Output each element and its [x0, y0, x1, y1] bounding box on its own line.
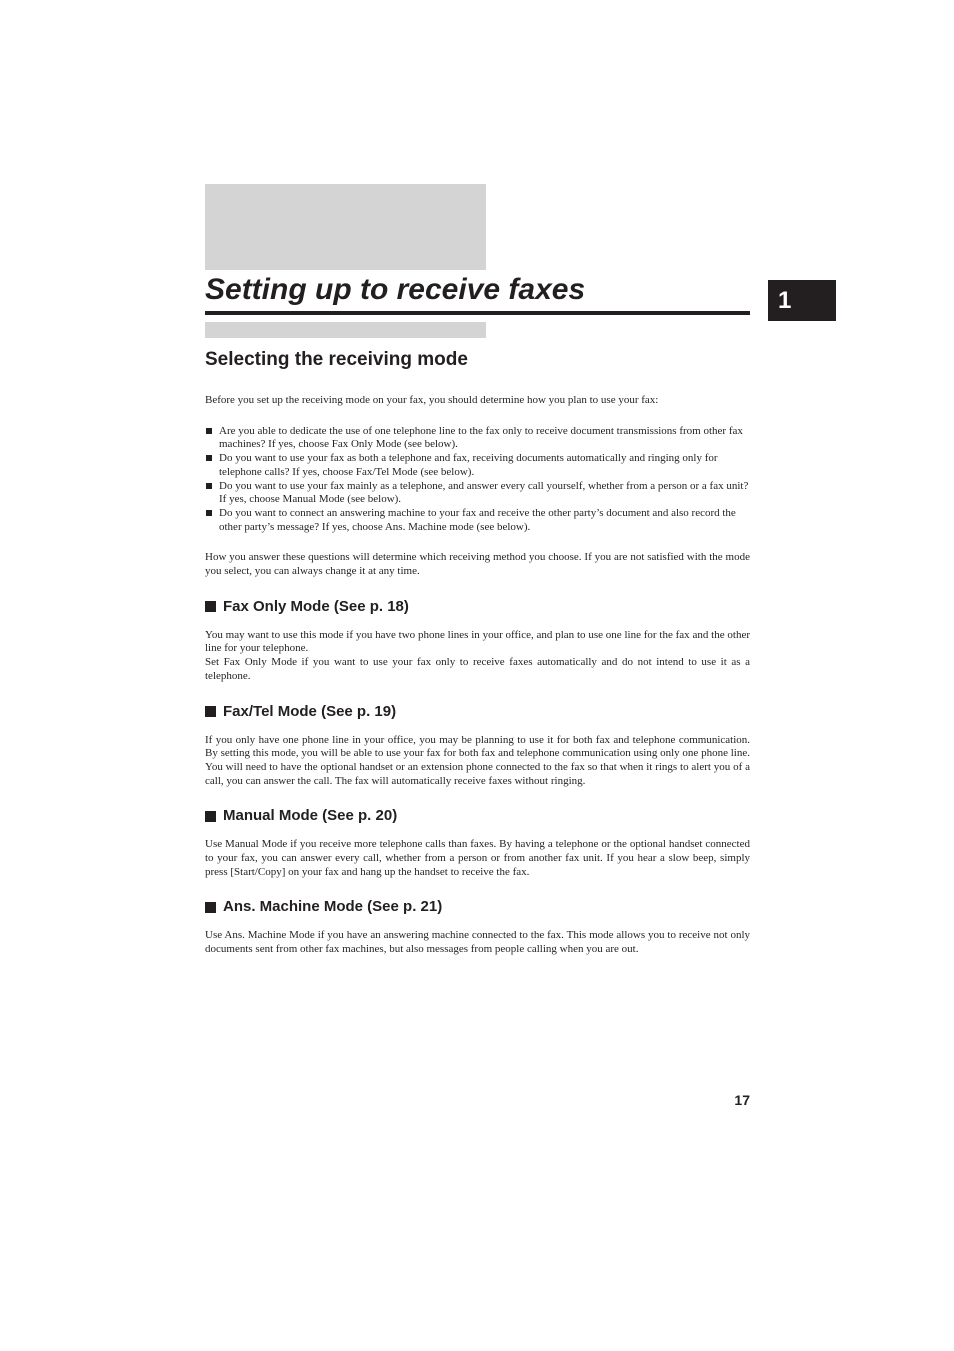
mode-heading-text: Manual Mode (See p. 20): [223, 807, 398, 825]
square-bullet-icon: [205, 601, 216, 612]
list-item-text: Do you want to connect an answering machine to your fax and receive the other party’s document and also record the other party’s message? If yes, choose Ans. Machine mode (see below).: [219, 506, 736, 533]
mode-paragraph: If you only have one phone line in your office, you may be planning to use it for both fax and telephone communication. By setting this mode, you will be able to use your fax for both fax and telephone communication using only one phone line. You will need to have the optional handset or an extension phone connected to the fax so that when it rings to alert you of a call, you can answer the call. The fax will automatically receive faxes without ringing.: [205, 733, 750, 787]
list-item: [205, 425, 750, 452]
mode-section-fax-only: [205, 596, 750, 684]
section-heading: Selecting the receiving mode: [205, 349, 468, 370]
square-bullet-icon: [205, 902, 216, 913]
square-bullet-icon: [205, 706, 216, 717]
square-bullet-icon: [205, 811, 216, 822]
mode-section-manual: [205, 805, 750, 879]
bullet-icon: [206, 483, 212, 489]
intro-paragraph: Before you set up the receiving mode on your fax, you should determine how you plan to use your fax:: [205, 394, 659, 406]
mode-paragraph: Use Ans. Machine Mode if you have an answering machine connected to the fax. This mode allows you to receive not only documents sent from other fax machines, but also messages from people calling when you are out.: [205, 929, 750, 956]
chapter-tab-number: 1: [778, 287, 792, 314]
bullet-icon: [206, 510, 212, 516]
page-content: [205, 345, 750, 974]
list-item-text: Do you want to use your fax as both a telephone and fax, receiving documents automatically and ringing only for telephone calls? If yes, choose Fax/Tel Mode (see below).: [219, 452, 718, 478]
mode-heading: [205, 805, 750, 827]
closing-paragraph: How you answer these questions will determine which receiving method you choose. If you are not satisfied with the mode you select, you can always change it at any time.: [205, 551, 750, 578]
chapter-tab: [768, 280, 836, 321]
mode-paragraph: You may want to use this mode if you have two phone lines in your office, and plan to use one line for the fax and the other line for your telephone.: [205, 628, 750, 655]
mode-heading-text: Fax/Tel Mode (See p. 19): [223, 702, 397, 720]
list-item: [205, 480, 750, 507]
list-item-text: Do you want to use your fax mainly as a telephone, and answer every call yourself, whether from a person or a fax unit? If yes, choose Manual Mode (see below).: [219, 479, 749, 506]
chapter-title: Setting up to receive faxes: [205, 273, 586, 306]
bullet-icon: [206, 428, 212, 434]
mode-section-fax-tel: [205, 701, 750, 789]
mode-heading: [205, 701, 750, 723]
header-decoration-block: [205, 184, 486, 270]
list-item-text: Are you able to dedicate the use of one telephone line to the fax only to receive document transmissions from other fax machines? If yes, choose Fax Only Mode (see below).: [219, 424, 743, 451]
title-rule: [205, 311, 750, 315]
questions-list: [205, 425, 750, 535]
mode-heading: [205, 896, 750, 918]
mode-section-ans-machine: [205, 896, 750, 956]
mode-heading-text: Ans. Machine Mode (See p. 21): [223, 898, 443, 916]
bullet-icon: [206, 455, 212, 461]
mode-heading-text: Fax Only Mode (See p. 18): [223, 597, 409, 615]
page-number: 17: [734, 1092, 750, 1108]
list-item: [205, 507, 750, 534]
mode-heading: [205, 596, 750, 618]
mode-paragraph: Use Manual Mode if you receive more telephone calls than faxes. By having a telephone or the optional handset connected to your fax, you can answer every call, whether from a person or from another fax unit. If you hear a slow beep, simply press [Start/Copy] on your fax and hang up the handset to receive the fax.: [205, 838, 750, 878]
subheader-decoration-block: [205, 322, 486, 338]
mode-paragraph: Set Fax Only Mode if you want to use your fax only to receive faxes automatically and do not intend to use it as a telephone.: [205, 656, 750, 682]
list-item: [205, 452, 750, 479]
